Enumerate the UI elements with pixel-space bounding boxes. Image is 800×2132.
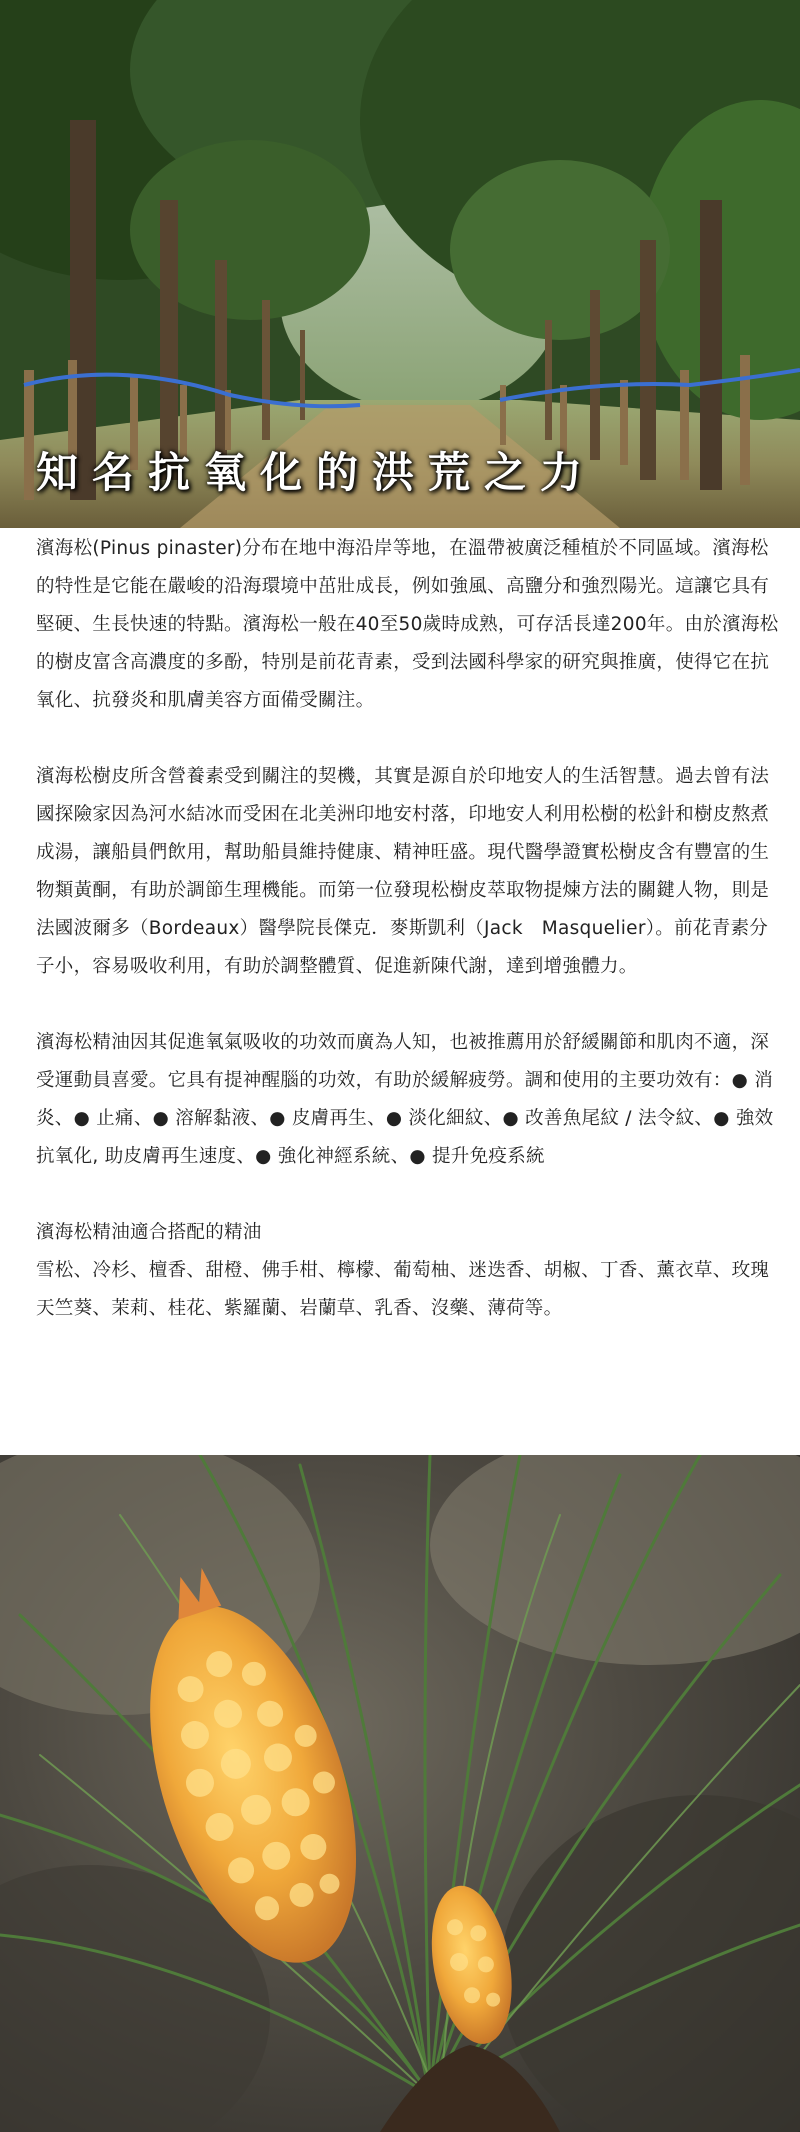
hero-title: 知名抗氧化的洪荒之力 — [36, 448, 597, 497]
pine-forest-photo — [0, 0, 800, 528]
pine-cone-illustration — [0, 1455, 800, 2132]
paragraph-benefits: 濱海松精油因其促進氧氣吸收的功效而廣為人知，也被推薦用於舒緩關節和肌肉不適，深受運動員喜愛。它具有提神醒腦的功效，有助於緩解疲勞。調和使用的主要功效有：● 消炎、● 止痛、● 溶解黏液、● 皮膚再生、● 淡化細紋、● 改善魚尾紋 / 法令紋、● 強效抗氧化, 助皮膚再生速度、● 強化神經系統、● 提升免疫系統 — [36, 1032, 774, 1167]
paragraph-history: 濱海松樹皮所含營養素受到關注的契機，其實是源自於印地安人的生活智慧。過去曾有法國探險家因為河水結冰而受困在北美洲印地安村落，印地安人利用松樹的松針和樹皮熬煮成湯，讓船員們飲用，幫助船員維持健康、精神旺盛。現代醫學證實松樹皮含有豐富的生物類黃酮，有助於調節生理機能。而第一位發現松樹皮萃取物提煉方法的關鍵人物，則是法國波爾多（Bordeaux）醫學院長傑克．麥斯凱利（Jack Masquelier）。前花青素分子小，容易吸收利用，有助於調整體質、促進新陳代謝，達到增強體力。 — [36, 766, 770, 977]
blend-list: 雪松、冷杉、檀香、甜橙、佛手柑、檸檬、葡萄柚、迷迭香、胡椒、丁香、薰衣草、玫瑰天竺葵、茉莉、桂花、紫羅蘭、岩蘭草、乳香、沒藥、薄荷等。 — [36, 1260, 770, 1319]
pine-cone-photo — [0, 1455, 800, 2132]
blend-heading: 濱海松精油適合搭配的精油 — [36, 1222, 262, 1243]
article-body — [36, 530, 784, 1328]
paragraph-intro: 濱海松(Pinus pinaster)分布在地中海沿岸等地，在溫帶被廣泛種植於不同區域。濱海松的特性是它能在嚴峻的沿海環境中茁壯成長，例如強風、高鹽分和強烈陽光。這讓它具有堅硬、生長快速的特點。濱海松一般在40至50歲時成熟，可存活長達200年。由於濱海松的樹皮富含高濃度的多酚，特別是前花青素，受到法國科學家的研究與推廣，使得它在抗氧化、抗發炎和肌膚美容方面備受關注。 — [36, 538, 779, 711]
blend-section — [36, 1214, 784, 1328]
